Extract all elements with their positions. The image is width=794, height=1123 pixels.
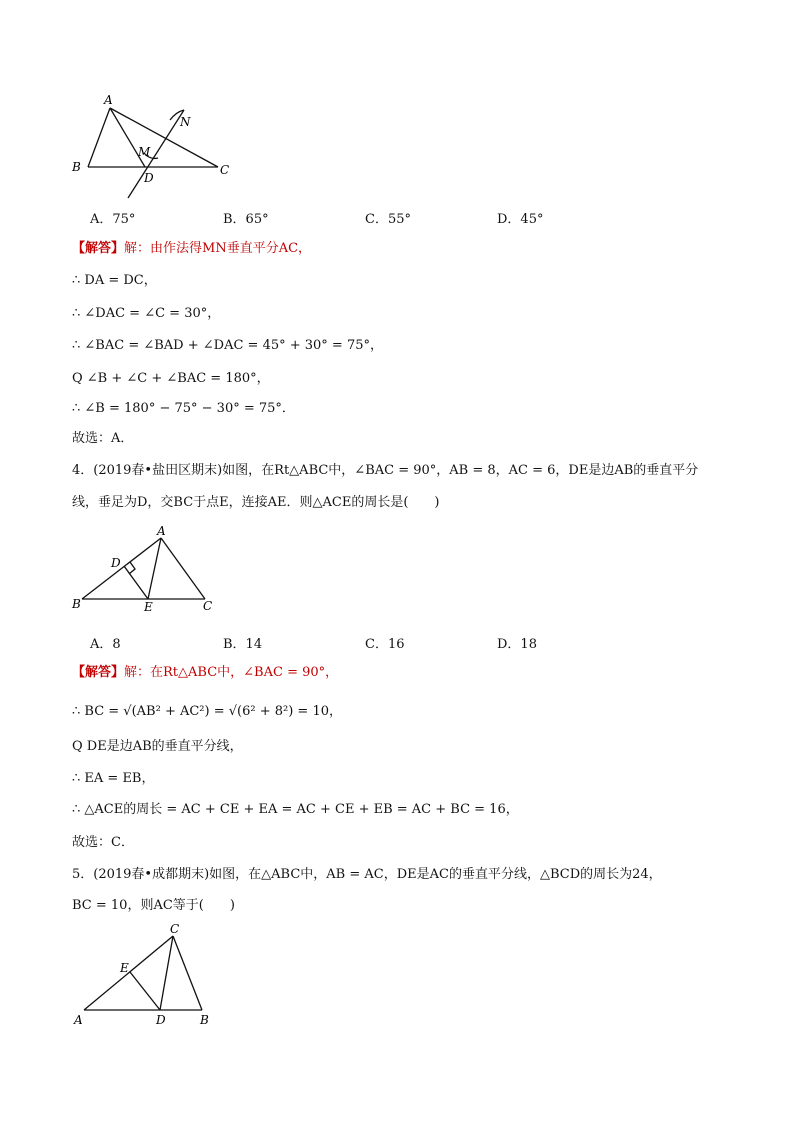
q4-answer-tag: 【解答】 [72, 665, 125, 680]
q3-label-b: B [72, 160, 81, 174]
q4-label-d: D [111, 556, 121, 570]
q3-answer-tag: 【解答】 [72, 241, 125, 256]
q5-figure [68, 920, 228, 1032]
q4-segment-ac [161, 538, 205, 599]
q5-segment-cd [160, 936, 173, 1010]
q5-label-b: B [200, 1013, 209, 1027]
q4-answer-first: 解：在Rt△ABC中，∠BAC = 90°， [124, 665, 339, 680]
q5-label-e: E [120, 961, 129, 975]
q3-segment-ab [88, 108, 110, 167]
q3-step-1: ∴ DA = DC， [72, 273, 157, 288]
q3-choice-c[interactable]: C．55° [365, 212, 411, 227]
q4-stem-line-2: 线，垂足为D，交BC于点E，连接AE．则△ACE的周长是( ) [72, 495, 440, 510]
q3-answer-first: 解：由作法得MN垂直平分AC， [124, 241, 312, 256]
q3-choice-d[interactable]: D．45° [497, 212, 544, 227]
q3-segment-ac [110, 108, 218, 167]
q3-choice-a[interactable]: A．75° [90, 212, 136, 227]
q3-label-a: A [104, 93, 113, 107]
q3-label-m: M [138, 145, 151, 159]
q4-segment-de [124, 566, 148, 599]
q4-stem-line-1: 4．(2019春•盐田区期末)如图，在Rt△ABC中，∠BAC = 90°，AB = 8，AC = 6，DE是边AB的垂直平分 [72, 463, 699, 478]
q5-label-c: C [170, 922, 180, 936]
q4-choice-b[interactable]: B．14 [223, 637, 263, 652]
q3-label-c: C [220, 163, 230, 177]
q3-line-mn [128, 110, 184, 198]
q5-stem-line-2: BC = 10，则AC等于( ) [72, 898, 235, 913]
q4-choice-c[interactable]: C．16 [365, 637, 405, 652]
q4-step-2: Q DE是边AB的垂直平分线， [72, 739, 243, 754]
q5-segment-cb [173, 936, 202, 1010]
q4-label-c: C [203, 599, 213, 613]
q3-step-2: ∴ ∠DAC = ∠C = 30°， [72, 306, 221, 321]
q4-figure [68, 524, 228, 619]
q3-figure [60, 90, 250, 200]
q4-step-1: ∴ BC = √(AB² + AC²) = √(6² + 8²) = 10， [72, 704, 342, 719]
q4-step-3: ∴ EA = EB， [72, 771, 155, 786]
q4-label-a: A [157, 524, 166, 538]
q3-label-n: N [180, 115, 191, 129]
q4-choice-a[interactable]: A．8 [90, 637, 121, 652]
q4-segment-ab [82, 538, 161, 599]
q5-triangle-diagram [68, 920, 228, 1032]
q4-conclusion: 故选：C． [72, 835, 134, 850]
q3-label-d: D [144, 171, 154, 185]
q3-step-3: ∴ ∠BAC = ∠BAD + ∠DAC = 45° + 30° = 75°， [72, 338, 384, 353]
q5-stem-line-1: 5．(2019春•成都期末)如图，在△ABC中，AB = AC，DE是AC的垂直平分线，△BCD的周长为24， [72, 867, 662, 882]
q4-label-e: E [144, 600, 153, 614]
q3-choice-b[interactable]: B．65° [223, 212, 269, 227]
q3-triangle-diagram [60, 90, 250, 200]
q5-label-a: A [74, 1013, 83, 1027]
q4-answer-line [72, 664, 338, 682]
q3-step-5: ∴ ∠B = 180° − 75° − 30° = 75°． [72, 401, 295, 416]
q3-step-4: Q ∠B + ∠C + ∠BAC = 180°， [72, 371, 270, 386]
q5-segment-ed [130, 972, 160, 1010]
q4-triangle-diagram [68, 524, 228, 619]
q4-step-4: ∴ △ACE的周长 = AC + CE + EA = AC + CE + EB = AC + BC = 16， [72, 802, 519, 817]
q3-answer-line [72, 240, 311, 258]
q4-right-angle-mark [129, 562, 135, 574]
q4-choice-d[interactable]: D．18 [497, 637, 537, 652]
q4-label-b: B [72, 597, 81, 611]
q5-label-d: D [156, 1013, 166, 1027]
q3-conclusion: 故选：A． [72, 431, 134, 446]
